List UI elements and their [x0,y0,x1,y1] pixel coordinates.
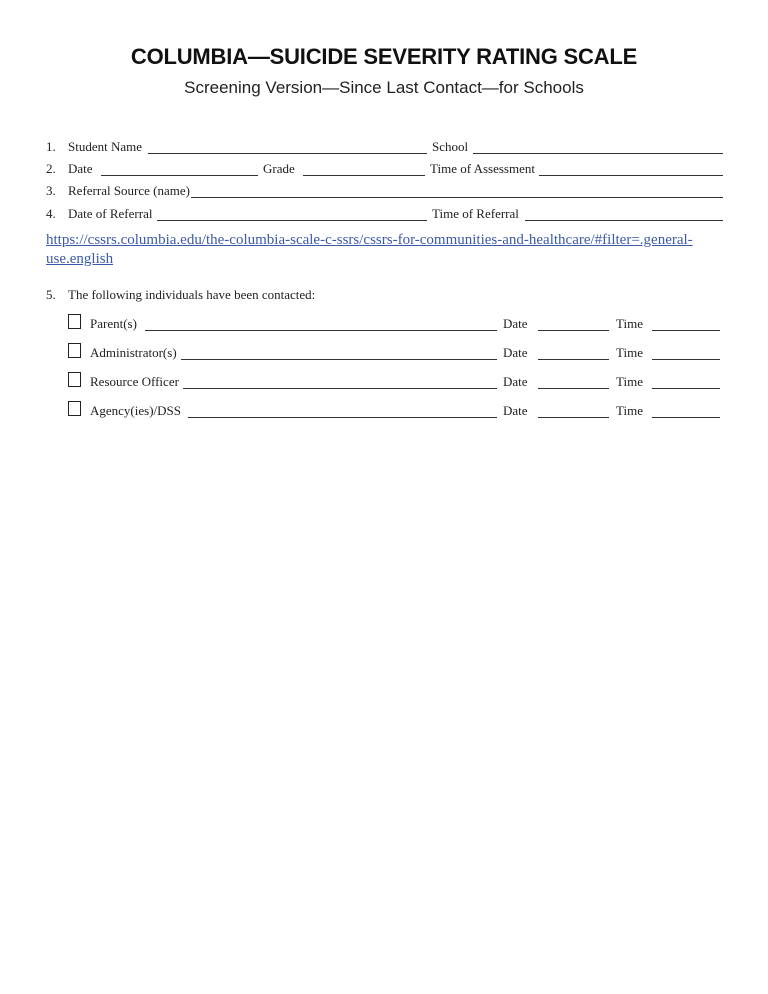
date-label: Date [503,374,528,389]
time-label: Time [616,345,643,360]
grade-label: Grade [263,161,295,176]
administrators-time-field[interactable] [652,359,720,360]
parents-checkbox[interactable] [68,314,81,329]
contact-label: Resource Officer [90,374,179,389]
date-field[interactable] [101,175,258,176]
item-number: 3. [46,183,56,198]
parents-date-field[interactable] [538,330,609,331]
time-of-referral-field[interactable] [525,220,723,221]
contact-label: Administrator(s) [90,345,177,360]
resource-officer-checkbox[interactable] [68,372,81,387]
parents-time-field[interactable] [652,330,720,331]
time-of-referral-label: Time of Referral [432,206,519,221]
date-of-referral-label: Date of Referral [68,206,153,221]
date-of-referral-field[interactable] [157,220,427,221]
resource-officer-date-field[interactable] [538,388,609,389]
referral-source-field[interactable] [191,197,723,198]
page-subtitle: Screening Version—Since Last Contact—for Schools [184,78,584,97]
agencies-time-field[interactable] [652,417,720,418]
date-label: Date [503,345,528,360]
administrators-name-field[interactable] [181,359,497,360]
contact-label: Parent(s) [90,316,137,331]
date-label: Date [503,316,528,331]
administrators-checkbox[interactable] [68,343,81,358]
cssrs-link[interactable]: https://cssrs.columbia.edu/the-columbia-scale-c-ssrs/cssrs-for-communities-and-healthcare/#filter=.general-use.english [46,232,693,267]
agencies-checkbox[interactable] [68,401,81,416]
school-field[interactable] [473,153,723,154]
school-label: School [432,139,469,154]
student-name-field[interactable] [148,153,427,154]
time-of-assessment-field[interactable] [539,175,723,176]
agencies-name-field[interactable] [188,417,497,418]
time-label: Time [616,374,643,389]
item-number: 2. [46,161,56,176]
time-label: Time [616,403,643,418]
contacts-intro: The following individuals have been contacted: [68,287,316,302]
item-number: 5. [46,287,56,302]
administrators-date-field[interactable] [538,359,609,360]
agencies-date-field[interactable] [538,417,609,418]
student-name-label: Student Name [68,139,143,154]
page-title: COLUMBIA—SUICIDE SEVERITY RATING SCALE [130,44,638,69]
parents-name-field[interactable] [145,330,497,331]
referral-source-label: Referral Source (name) [68,183,190,198]
date-label: Date [68,161,93,176]
time-of-assessment-label: Time of Assessment [430,161,535,176]
item-number: 1. [46,139,56,154]
grade-field[interactable] [303,175,425,176]
date-label: Date [503,403,528,418]
item-number: 4. [46,206,56,221]
resource-officer-name-field[interactable] [183,388,497,389]
resource-officer-time-field[interactable] [652,388,720,389]
contact-label: Agency(ies)/DSS [90,403,181,418]
time-label: Time [616,316,643,331]
